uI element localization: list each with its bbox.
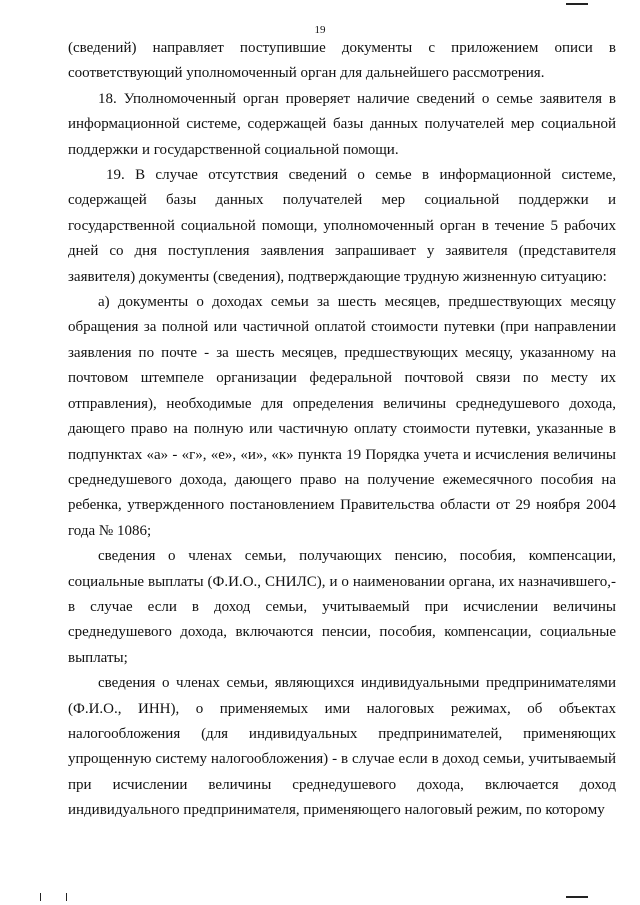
scan-mark-top-right — [566, 3, 588, 5]
document-body — [68, 36, 616, 824]
paragraph-pension-info: сведения о членах семьи, получающих пенсию, пособия, компенсации, социальные выплаты (Ф.И.О., СНИЛС), и о наименовании органа, их назначившего,- в случае если в доход семьи, учитываемый при исчислении величины среднедушевого дохода, включаются пенсии, пособия, компенсации, социальные выплаты; — [68, 548, 616, 666]
scan-mark-bottom-left-1 — [40, 893, 41, 901]
paragraph-item-19: 19. В случае отсутствия сведений о семье в информационной системе, содержащей базы данных получателей мер социальной поддержки и государственной социальной помощи, уполномоченный орган в течение 5 рабочих дней со дня поступления заявления запрашивает у заявителя (представителя заявителя) документы (сведения), подтверждающие трудную жизненную ситуацию: — [68, 167, 616, 285]
paragraph-entrepreneur-info: сведения о членах семьи, являющихся индивидуальными предпринимателями (Ф.И.О., ИНН), о применяемых ими налоговых режимах, об объектах налогообложения (для индивидуальных предпринимателей, применяющих упрощенную систему налогообложения) - в случае если в доход семьи, учитываемый при исчислении величины среднедушевого дохода, включается доход индивидуального предпринимателя, применяющего налоговый режим, по которому — [68, 675, 616, 819]
scan-mark-bottom-right — [566, 896, 588, 898]
paragraph-subitem-a: а) документы о доходах семьи за шесть месяцев, предшествующих месяцу обращения за полной или частичной оплатой стоимости путевки (при направлении заявления по почте - за шесть месяцев, предшествующих месяцу, указанному на почтовом штемпеле организации федеральной почтовой связи по месту их отправления), необходимые для определения величины среднедушевого дохода, дающего право на полную или частичную оплату стоимости путевки, указанные в подпунктах «а» - «г», «е», «и», «к» пункта 19 Порядка учета и исчисления величины среднедушевого дохода, дающего право на получение ежемесячного пособия на ребенка, утвержденного постановлением Правительства области от 29 ноября 2004 года № 1086; — [68, 294, 616, 539]
scan-mark-bottom-left-2 — [66, 893, 67, 901]
page-number: 19 — [314, 24, 326, 36]
paragraph-item-18: 18. Уполномоченный орган проверяет наличие сведений о семье заявителя в информационной системе, содержащей базы данных получателей мер социальной поддержки и государственной социальной помощи. — [68, 90, 616, 158]
paragraph-continuation: (сведений) направляет поступившие документы с приложением описи в соответствующий уполномоченный орган для дальнейшего рассмотрения. — [68, 40, 616, 82]
